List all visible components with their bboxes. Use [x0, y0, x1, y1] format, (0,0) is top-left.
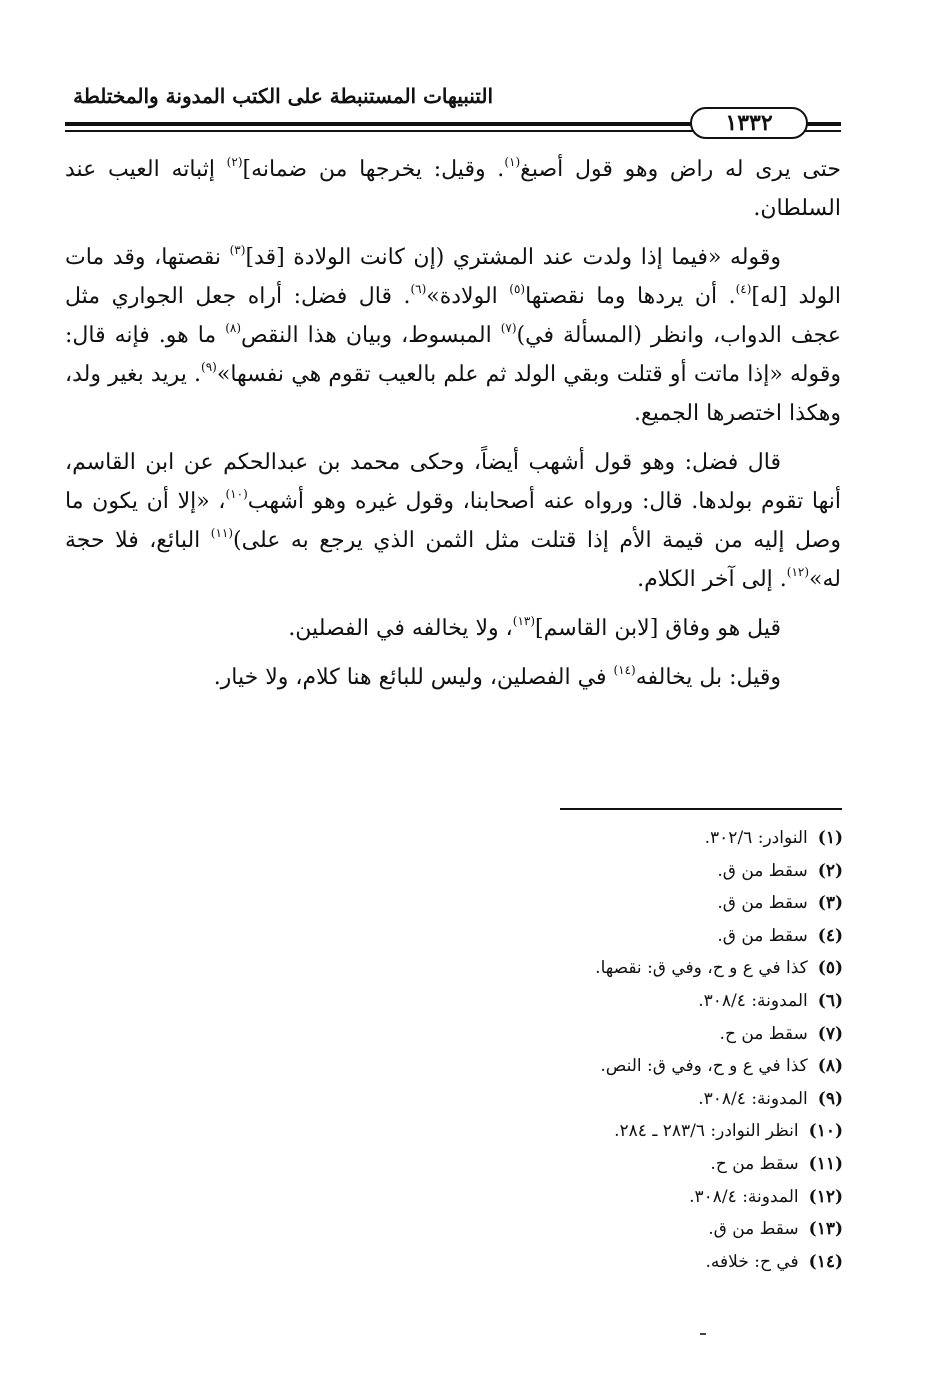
- footnote-text: في ح: خلافه.: [705, 1251, 799, 1272]
- footnote-number: (١٢): [808, 1186, 843, 1207]
- footnote-text: سقط من ق.: [717, 893, 808, 914]
- page-number: ١٣٣٢: [690, 107, 808, 139]
- footnote-marker: (١٣): [512, 614, 536, 628]
- main-text: [65, 150, 841, 707]
- text-run: . وقيل: يخرجها من ضمانه]: [242, 157, 505, 182]
- text-run: قيل هو وفاق [لابن القاسم]: [535, 616, 781, 641]
- text-run: حتى يرى له راض وهو قول أصبغ: [520, 157, 841, 182]
- text-run: ، «إلا أن يكون ما وصل إليه من قيمة الأم إذا قتلت مثل الثمن الذي يرجع به على): [65, 489, 841, 553]
- footnote-item: [300, 822, 843, 855]
- footnote-text: المدونة: ٣٠٨/٤.: [698, 1088, 808, 1109]
- footnote-text: كذا في ع و ح، وفي ق: النص.: [600, 1056, 808, 1077]
- footnote-marker: (٦): [410, 282, 427, 296]
- footnote-number: (١١): [808, 1153, 843, 1174]
- text-run: وقوله «فيما إذا ولدت عند المشتري (إن كانت الولادة [قد]: [245, 245, 782, 270]
- footnote-item: [300, 985, 843, 1018]
- footnote-item: [300, 1050, 843, 1083]
- footnote-item: [300, 1083, 843, 1116]
- footnote-marker: (٥): [509, 282, 526, 296]
- footnote-item: [300, 1246, 843, 1279]
- footnote-number: (١٣): [808, 1219, 843, 1240]
- footnote-marker: (٢): [226, 155, 243, 169]
- footnote-item: [300, 1148, 843, 1181]
- footnote-item: [300, 952, 843, 985]
- footnote-separator: [560, 808, 842, 810]
- text-run: ، ولا يخالفه في الفصلين.: [288, 616, 513, 641]
- footnote-number: (١٠): [808, 1121, 843, 1142]
- footnote-number: (٤): [817, 925, 843, 946]
- text-run: في الفصلين، وليس للبائع هنا كلام، ولا خيار.: [213, 665, 614, 690]
- footnote-number: (٨): [817, 1056, 843, 1077]
- footnote-number: (١٤): [808, 1251, 843, 1272]
- text-run: المبسوط، وبيان هذا النقص: [241, 323, 501, 348]
- footnote-item: [300, 1018, 843, 1051]
- footnote-text: المدونة: ٣٠٨/٤.: [698, 990, 808, 1011]
- footnote-number: (٧): [817, 1023, 843, 1044]
- page-mark: [700, 1333, 706, 1335]
- footnote-marker: (١١): [210, 526, 234, 540]
- footnote-text: النوادر: ٣٠٢/٦.: [704, 828, 808, 848]
- footnote-number: (٢): [817, 860, 843, 881]
- text-run: ما هو. فإنه قال: وقوله «إذا ماتت أو قتلت وبقي الولد ثم علم بالعيب تقوم هي نفسها»: [65, 323, 841, 387]
- paragraph: [65, 443, 841, 599]
- footnote-item: [300, 887, 843, 920]
- running-header-title: التنبيهات المستنبطة على الكتب المدونة والمختلطة: [73, 84, 493, 108]
- paragraph: [65, 658, 841, 697]
- footnote-item: [300, 1115, 843, 1148]
- text-run: البائع، فلا حجة له»: [65, 528, 841, 592]
- text-run: قال فضل: وهو قول أشهب أيضاً، وحكى محمد بن عبدالحكم عن ابن القاسم، أنها تقوم بولدها. قال: ورواه عنه أصحابنا، وقول غيره وهو أشهب: [65, 450, 841, 514]
- footnote-text: سقط من ق.: [717, 860, 808, 881]
- text-run: . يريد بغير ولد، وهكذا اختصرها الجميع.: [65, 362, 841, 426]
- text-run: الولادة»: [426, 284, 510, 309]
- footnote-marker: (٤): [735, 282, 752, 296]
- paragraph: [65, 238, 841, 433]
- footnote-marker: (١٢): [786, 565, 810, 579]
- footnote-marker: (٣): [229, 243, 246, 257]
- footnote-number: (٣): [817, 893, 843, 914]
- footnote-marker: (٩): [201, 360, 217, 374]
- text-run: وقيل: بل يخالفه: [635, 665, 781, 690]
- footnotes-list: [300, 822, 843, 1278]
- footnote-text: انظر النوادر: ٢٨٣/٦ ـ ٢٨٤.: [614, 1121, 799, 1142]
- text-run: . أن يردها وما نقصتها: [525, 284, 736, 309]
- text-run: نقصتها، وقد مات الولد [له]: [65, 245, 841, 309]
- footnote-number: (٥): [817, 958, 843, 979]
- footnote-number: (١): [817, 828, 843, 848]
- footnote-marker: (٨): [225, 321, 242, 335]
- footnote-marker: (١٤): [613, 663, 636, 677]
- footnote-item: [300, 920, 843, 953]
- paragraph: [65, 609, 841, 648]
- footnote-text: كذا في ع و ح، وفي ق: نقصها.: [595, 958, 808, 979]
- footnote-text: سقط من ق.: [717, 925, 808, 946]
- footnote-number: (٩): [817, 1088, 843, 1109]
- footnote-text: سقط من ق.: [708, 1219, 799, 1240]
- footnote-text: سقط من ح.: [719, 1023, 808, 1044]
- footnote-text: سقط من ح.: [710, 1153, 799, 1174]
- footnote-marker: (٧): [500, 321, 517, 335]
- footnote-item: [300, 855, 843, 888]
- footnote-text: المدونة: ٣٠٨/٤.: [689, 1186, 799, 1207]
- footnote-number: (٦): [817, 990, 843, 1011]
- footnote-item: [300, 1181, 843, 1214]
- text-run: . قال فضل: أراه جعل الجواري مثل عجف الدواب، وانظر (المسألة في): [65, 284, 841, 348]
- text-run: . إلى آخر الكلام.: [637, 567, 787, 592]
- paragraph: [65, 150, 841, 228]
- text-run: إثباته العيب عند السلطان.: [65, 157, 841, 221]
- footnote-marker: (١): [504, 155, 521, 169]
- footnote-marker: (١٠): [225, 487, 248, 501]
- footnote-item: [300, 1213, 843, 1246]
